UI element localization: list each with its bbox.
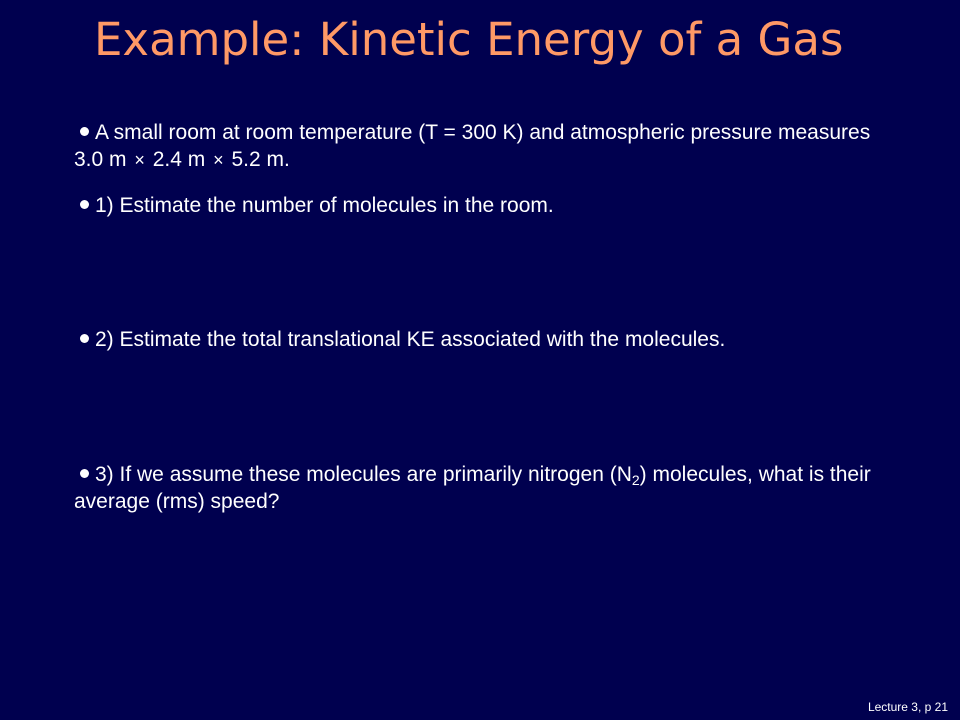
- multiply-sign: ×: [134, 150, 145, 170]
- bullet-question-3: [74, 461, 904, 515]
- slide-footer: Lecture 3, p 21: [867, 700, 948, 714]
- subscript: 2: [631, 472, 640, 488]
- bullet-question-2: [74, 326, 904, 353]
- bullet-dot-icon: [80, 334, 89, 343]
- bullet-text: A small room at room temperature (T = 300 K) and atmospheric pressure measures 3.0 m: [74, 121, 871, 171]
- bullet-text: 2.4 m: [152, 148, 206, 171]
- bullet-text: ) molecules, what is their average (rms) speed?: [74, 463, 871, 513]
- multiply-sign: ×: [213, 150, 224, 170]
- bullet-text: 1) Estimate the number of molecules in the room.: [95, 194, 554, 217]
- bullet-text: 5.2 m.: [231, 148, 290, 171]
- bullet-dot-icon: [80, 127, 89, 136]
- bullet-dot-icon: [80, 200, 89, 209]
- bullet-dot-icon: [80, 469, 89, 478]
- bullet-question-1: [74, 192, 904, 219]
- bullet-room-description: [74, 119, 904, 174]
- slide-title: Example: Kinetic Energy of a Gas: [94, 13, 844, 66]
- bullet-text: 3) If we assume these molecules are primarily nitrogen (N: [95, 463, 632, 486]
- bullet-text: 2) Estimate the total translational KE associated with the molecules.: [95, 328, 726, 351]
